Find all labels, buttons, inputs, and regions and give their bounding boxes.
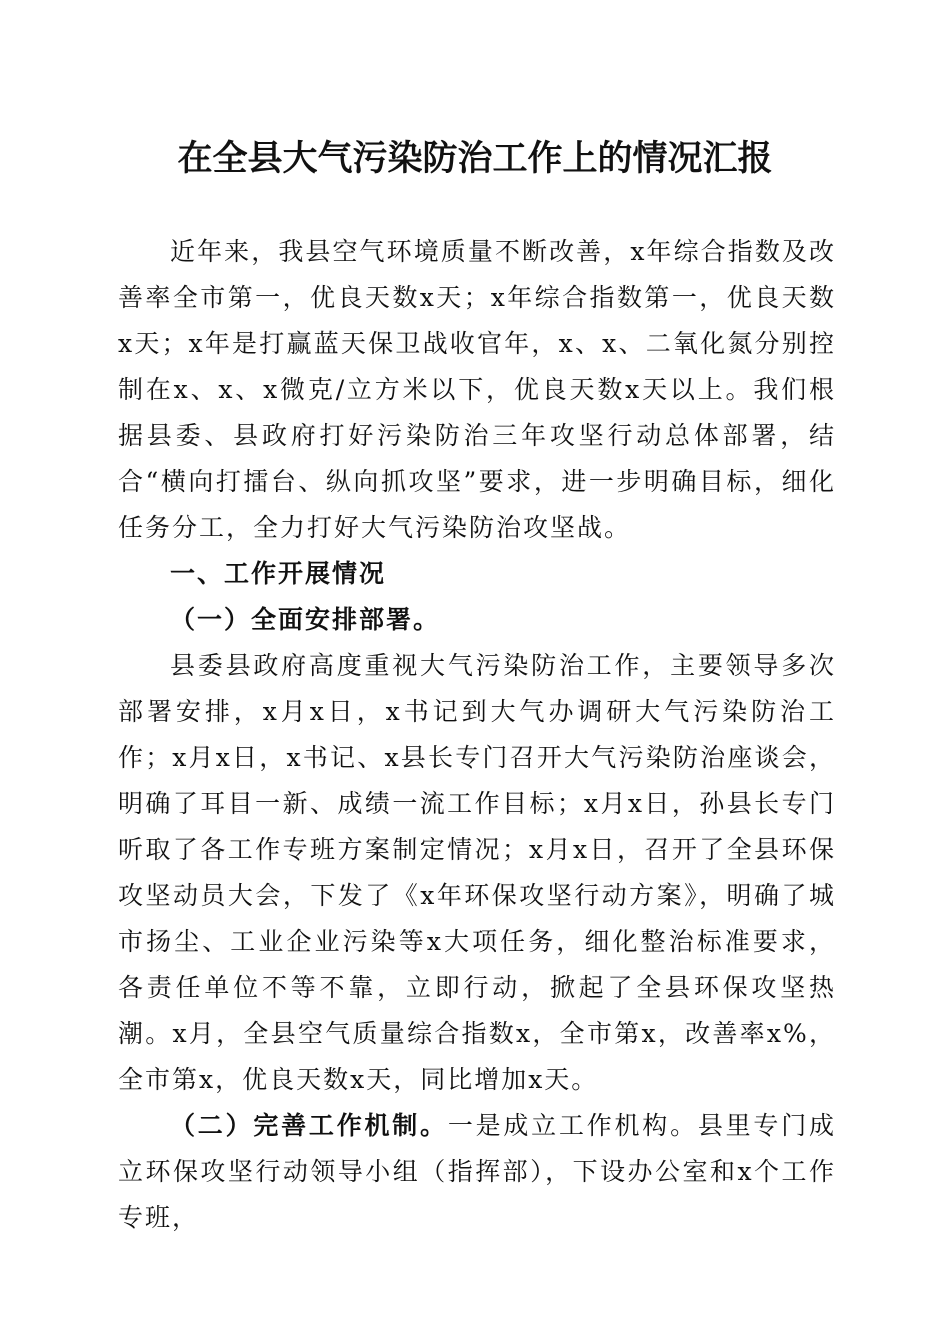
body-paragraph-3-text: 一是成立工作机构。县里专门成立环保攻坚行动领导小组（指挥部），下设办公室和x个工作专班，: [118, 1111, 836, 1232]
body-paragraph-2: 县委县政府高度重视大气污染防治工作，主要领导多次部署安排，x月x日，x书记到大气办调研大气污染防治工作；x月x日，x书记、x县长专门召开大气污染防治座谈会，明确了耳目一新、成绩一流工作目标；x月x日，孙县长专门听取了各工作专班方案制定情况；x月x日，召开了全县环保攻坚动员大会，下发了《x年环保攻坚行动方案》，明确了城市扬尘、工业企业污染等x大项任务，细化整治标准要求，各责任单位不等不靠，立即行动，掀起了全县环保攻坚热潮。x月，全县空气质量综合指数x，全市第x，改善率x%，全市第x，优良天数x天，同比增加x天。: [118, 651, 836, 1094]
body-paragraph-3: [118, 1103, 836, 1241]
intro-paragraph: 近年来，我县空气环境质量不断改善，x年综合指数及改善率全市第一，优良天数x天；x年综合指数第一，优良天数x天；x年是打赢蓝天保卫战收官年，x、x、二氧化氮分别控制在x、x、x微克/立方米以下，优良天数x天以上。我们根据县委、县政府打好污染防治三年攻坚行动总体部署，结合“横向打擂台、纵向抓攻坚”要求，进一步明确目标，细化任务分工，全力打好大气污染防治攻坚战。: [118, 237, 836, 542]
subsection-heading-1: （一）全面安排部署。: [170, 605, 441, 634]
document-body: [118, 229, 836, 1241]
document-title: 在全县大气污染防治工作上的情况汇报: [177, 138, 773, 179]
section-heading-1: 一、工作开展情况: [170, 559, 387, 588]
subsection-heading-2: （二）完善工作机制。: [170, 1111, 448, 1140]
